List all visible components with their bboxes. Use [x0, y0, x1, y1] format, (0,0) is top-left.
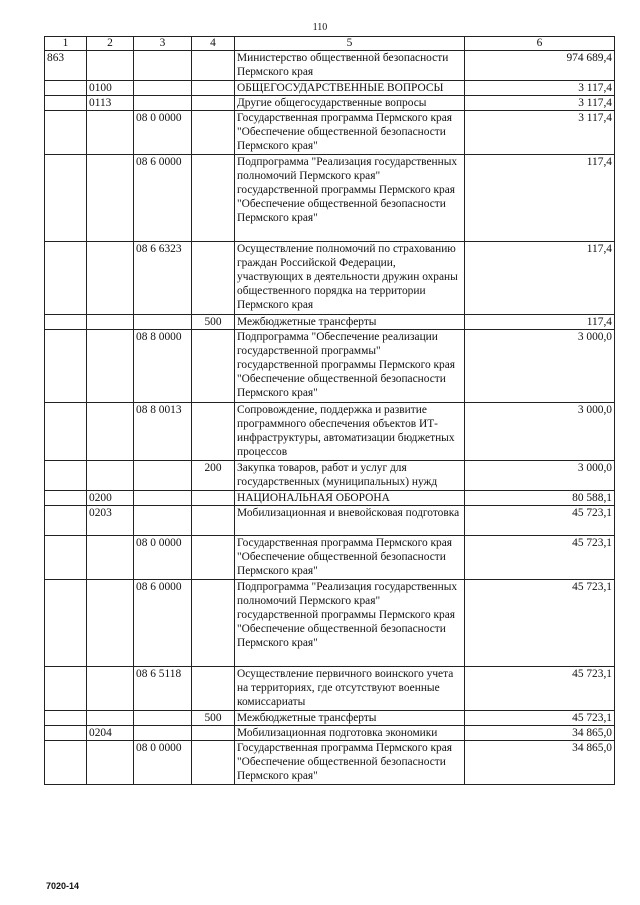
table-row	[45, 506, 615, 536]
cell-target-code: 08 0 0000	[134, 111, 192, 155]
table-row	[45, 726, 615, 741]
cell-section-code: 0200	[87, 491, 134, 506]
cell-code-1	[45, 461, 87, 491]
cell-amount: 45 723,1	[465, 536, 615, 580]
table-row	[45, 111, 615, 155]
cell-amount: 3 000,0	[465, 403, 615, 461]
cell-expense-type: 500	[192, 711, 235, 726]
cell-name: Межбюджетные трансферты	[235, 315, 465, 330]
cell-expense-type	[192, 96, 235, 111]
cell-section-code	[87, 111, 134, 155]
cell-amount: 3 117,4	[465, 81, 615, 96]
cell-target-code: 08 6 5118	[134, 667, 192, 711]
cell-name: Осуществление первичного воинского учета на территориях, где отсутствуют военные комиссариаты	[235, 667, 465, 711]
cell-expense-type	[192, 741, 235, 785]
cell-target-code	[134, 711, 192, 726]
cell-amount: 3 000,0	[465, 330, 615, 403]
col-header-1: 1	[45, 37, 87, 51]
cell-target-code	[134, 491, 192, 506]
cell-section-code	[87, 315, 134, 330]
cell-target-code	[134, 96, 192, 111]
cell-expense-type	[192, 536, 235, 580]
cell-code-1	[45, 667, 87, 711]
col-header-4: 4	[192, 37, 235, 51]
table-row	[45, 667, 615, 711]
cell-code-1	[45, 111, 87, 155]
cell-amount: 34 865,0	[465, 726, 615, 741]
cell-section-code: 0100	[87, 81, 134, 96]
table-row	[45, 315, 615, 330]
col-header-5: 5	[235, 37, 465, 51]
cell-amount: 3 000,0	[465, 461, 615, 491]
cell-section-code	[87, 461, 134, 491]
cell-target-code	[134, 51, 192, 81]
cell-expense-type	[192, 506, 235, 536]
cell-target-code: 08 8 0000	[134, 330, 192, 403]
cell-section-code	[87, 711, 134, 726]
cell-target-code	[134, 81, 192, 96]
cell-target-code	[134, 726, 192, 741]
cell-section-code	[87, 155, 134, 242]
page-number: 110	[312, 22, 328, 33]
cell-code-1	[45, 330, 87, 403]
cell-section-code: 0204	[87, 726, 134, 741]
cell-name: Сопровождение, поддержка и развитие программного обеспечения объектов ИТ-инфраструктуры, автоматизации бюджетных процессов	[235, 403, 465, 461]
cell-name: Государственная программа Пермского края "Обеспечение общественной безопасности Пермского края"	[235, 536, 465, 580]
cell-expense-type: 500	[192, 315, 235, 330]
cell-expense-type	[192, 330, 235, 403]
cell-target-code: 08 6 6323	[134, 242, 192, 315]
cell-code-1	[45, 96, 87, 111]
cell-target-code: 08 0 0000	[134, 536, 192, 580]
cell-code-1	[45, 81, 87, 96]
cell-name: Закупка товаров, работ и услуг для государственных (муниципальных) нужд	[235, 461, 465, 491]
cell-section-code	[87, 667, 134, 711]
cell-section-code	[87, 242, 134, 315]
table-row	[45, 461, 615, 491]
cell-code-1	[45, 242, 87, 315]
cell-amount: 45 723,1	[465, 506, 615, 536]
cell-amount: 45 723,1	[465, 667, 615, 711]
table-row	[45, 51, 615, 81]
table-row	[45, 580, 615, 667]
cell-expense-type	[192, 155, 235, 242]
cell-code-1	[45, 726, 87, 741]
budget-table	[44, 36, 615, 785]
cell-name: Мобилизационная и вневойсковая подготовка	[235, 506, 465, 536]
cell-name: Другие общегосударственные вопросы	[235, 96, 465, 111]
table-row	[45, 536, 615, 580]
cell-amount: 34 865,0	[465, 741, 615, 785]
footer-code: 7020-14	[46, 881, 80, 891]
table-row	[45, 155, 615, 242]
cell-name: Подпрограмма "Обеспечение реализации государственной программы" государственной программы Пермского края "Обеспечение общественной безопасности Пермского края"	[235, 330, 465, 403]
cell-name: Подпрограмма "Реализация государственных полномочий Пермского края" государственной программы Пермского края "Обеспечение общественной безопасности Пермского края"	[235, 580, 465, 667]
cell-expense-type	[192, 403, 235, 461]
cell-name: Осуществление полномочий по страхованию граждан Российской Федерации, участвующих в деятельности дружин охраны общественного порядка на территории Пермского края	[235, 242, 465, 315]
cell-name: Государственная программа Пермского края "Обеспечение общественной безопасности Пермского края"	[235, 741, 465, 785]
cell-name: ОБЩЕГОСУДАРСТВЕННЫЕ ВОПРОСЫ	[235, 81, 465, 96]
cell-amount: 80 588,1	[465, 491, 615, 506]
cell-section-code	[87, 580, 134, 667]
cell-target-code	[134, 315, 192, 330]
cell-amount: 3 117,4	[465, 96, 615, 111]
cell-name: НАЦИОНАЛЬНАЯ ОБОРОНА	[235, 491, 465, 506]
cell-code-1: 863	[45, 51, 87, 81]
cell-section-code	[87, 741, 134, 785]
col-header-3: 3	[134, 37, 192, 51]
cell-section-code	[87, 403, 134, 461]
cell-code-1	[45, 491, 87, 506]
header-row	[45, 37, 615, 51]
cell-target-code: 08 8 0013	[134, 403, 192, 461]
cell-amount: 974 689,4	[465, 51, 615, 81]
cell-amount: 45 723,1	[465, 711, 615, 726]
cell-amount: 3 117,4	[465, 111, 615, 155]
cell-section-code	[87, 536, 134, 580]
table-row	[45, 81, 615, 96]
cell-expense-type	[192, 81, 235, 96]
cell-code-1	[45, 536, 87, 580]
table-row	[45, 491, 615, 506]
cell-name: Подпрограмма "Реализация государственных полномочий Пермского края" государственной программы Пермского края "Обеспечение общественной безопасности Пермского края"	[235, 155, 465, 242]
cell-name: Мобилизационная подготовка экономики	[235, 726, 465, 741]
cell-expense-type: 200	[192, 461, 235, 491]
cell-amount: 45 723,1	[465, 580, 615, 667]
col-header-6: 6	[465, 37, 615, 51]
cell-name: Межбюджетные трансферты	[235, 711, 465, 726]
cell-section-code	[87, 330, 134, 403]
cell-name: Министерство общественной безопасности Пермского края	[235, 51, 465, 81]
cell-section-code: 0203	[87, 506, 134, 536]
cell-code-1	[45, 315, 87, 330]
cell-code-1	[45, 403, 87, 461]
table-row	[45, 242, 615, 315]
cell-expense-type	[192, 491, 235, 506]
cell-target-code: 08 6 0000	[134, 155, 192, 242]
cell-target-code: 08 6 0000	[134, 580, 192, 667]
col-header-2: 2	[87, 37, 134, 51]
cell-code-1	[45, 741, 87, 785]
cell-code-1	[45, 580, 87, 667]
table-row	[45, 741, 615, 785]
cell-code-1	[45, 506, 87, 536]
cell-amount: 117,4	[465, 155, 615, 242]
cell-target-code	[134, 461, 192, 491]
cell-code-1	[45, 155, 87, 242]
cell-target-code: 08 0 0000	[134, 741, 192, 785]
cell-target-code	[134, 506, 192, 536]
table-row	[45, 96, 615, 111]
cell-expense-type	[192, 726, 235, 741]
table-row	[45, 711, 615, 726]
cell-section-code	[87, 51, 134, 81]
table-row	[45, 330, 615, 403]
table-row	[45, 403, 615, 461]
cell-expense-type	[192, 242, 235, 315]
cell-expense-type	[192, 111, 235, 155]
cell-amount: 117,4	[465, 242, 615, 315]
cell-section-code: 0113	[87, 96, 134, 111]
cell-expense-type	[192, 667, 235, 711]
cell-code-1	[45, 711, 87, 726]
cell-name: Государственная программа Пермского края "Обеспечение общественной безопасности Пермского края"	[235, 111, 465, 155]
cell-expense-type	[192, 580, 235, 667]
cell-expense-type	[192, 51, 235, 81]
cell-amount: 117,4	[465, 315, 615, 330]
